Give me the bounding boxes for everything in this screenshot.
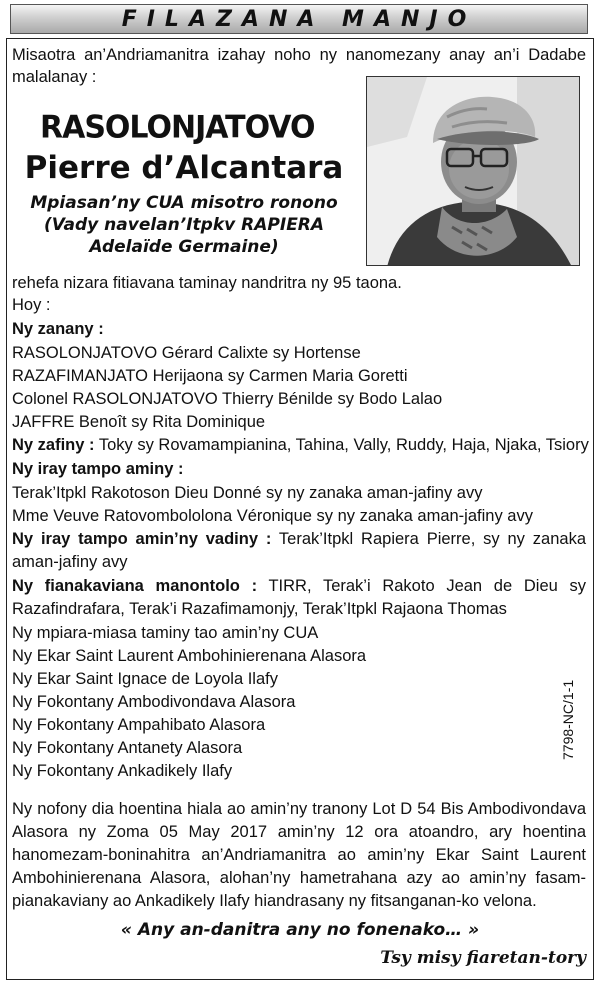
- notice-header: [10, 4, 588, 34]
- zanany-line-2: RAZAFIMANJATO Herijaona sy Carmen Maria Goretti: [12, 367, 408, 385]
- other-line-7: Ny Fokontany Ankadikely Ilafy: [12, 762, 233, 780]
- intro-line-1: Misaotra an’Andriamanitra izahay noho ny nanomezany anay an’i Dadabe: [12, 46, 586, 64]
- portrait-photo: [366, 76, 580, 266]
- notice-title: FILAZANA MANJO: [121, 6, 477, 32]
- subtitle-line-3: Adelaïde Germaine): [89, 237, 279, 257]
- other-line-1: Ny mpiara-miasa taminy tao amin’ny CUA: [12, 624, 319, 642]
- funeral-line-3: hanomezam-boninahitra an’Andriamanitra ao amin’ny Ekar Saint Laurent: [12, 846, 586, 864]
- iray-tampo-line-2: Mme Veuve Ratovombololona Véronique sy ny zanaka aman-jafiny avy: [12, 507, 533, 525]
- iray-tampo-vadiny-line-2: aman-jafiny avy: [12, 553, 128, 571]
- after-photo-line-2: Hoy :: [12, 296, 51, 314]
- iray-tampo-vadiny-text-1: Terak’Itpkl Rapiera Pierre, sy ny zanaka: [271, 530, 586, 548]
- deceased-given-name: Pierre d’Alcantara: [24, 150, 344, 186]
- iray-tampo-label: Ny iray tampo aminy :: [12, 460, 184, 478]
- iray-tampo-vadiny-label: Ny iray tampo amin’ny vadiny :: [12, 530, 272, 548]
- zafiny-line: [12, 434, 589, 457]
- signature: Tsy misy fiaretan-tory: [380, 948, 586, 968]
- subtitle-line-2: (Vady navelan’Itpkv RAPIERA: [43, 215, 325, 235]
- closing-quote: « Any an-danitra any no fonenako… »: [120, 920, 480, 940]
- zafiny-label: Ny zafiny :: [12, 436, 95, 454]
- reference-code: 7798-NC/1-1: [560, 679, 576, 760]
- funeral-line-1: Ny nofony dia hoentina hiala ao amin’ny tranony Lot D 54 Bis Ambodivondava: [12, 800, 586, 818]
- iray-tampo-line-1: Terak’Itpkl Rakotoson Dieu Donné sy ny zanaka aman-jafiny avy: [12, 484, 483, 502]
- iray-tampo-vadiny-line-1: [12, 528, 586, 551]
- other-line-2: Ny Ekar Saint Laurent Ambohinierenana Alasora: [12, 647, 367, 665]
- funeral-line-4: Ambohinierenana Alasora, alohan’ny hametrahana azy ao amin’ny fasam-: [12, 869, 586, 887]
- fianakaviana-line-1: [12, 575, 586, 598]
- subtitle-line-1: Mpiasan’ny CUA misotro ronono: [30, 193, 338, 213]
- deceased-surname: RASOLONJATOVO: [40, 109, 315, 146]
- zanany-line-1: RASOLONJATOVO Gérard Calixte sy Hortense: [12, 344, 361, 362]
- fianakaviana-line-2: Razafindrafara, Terak’i Razafimamonjy, Terak’Itpkl Rajaona Thomas: [12, 600, 507, 618]
- intro-line-2: malalanay :: [12, 68, 97, 86]
- zafiny-text: Toky sy Rovamampianina, Tahina, Vally, Ruddy, Haja, Njaka, Tsiory: [94, 436, 589, 454]
- zanany-line-4: JAFFRE Benoît sy Rita Dominique: [12, 413, 266, 431]
- other-line-3: Ny Ekar Saint Ignace de Loyola Ilafy: [12, 670, 278, 688]
- after-photo-line-1: rehefa nizara fitiavana taminay nandritra ny 95 taona.: [12, 274, 402, 292]
- fianakaviana-label: Ny fianakaviana manontolo :: [12, 577, 258, 595]
- other-line-5: Ny Fokontany Ampahibato Alasora: [12, 716, 266, 734]
- funeral-line-2: Alasora ny Zoma 05 May 2017 amin’ny 12 ora atoandro, ary hoentina: [12, 823, 586, 841]
- other-line-4: Ny Fokontany Ambodivondava Alasora: [12, 693, 296, 711]
- funeral-line-5: pianakaviany ao Ankadikely Ilafy hiandrasany ny fitsanganan-ko velona.: [12, 892, 537, 910]
- portrait-illustration: [367, 77, 580, 266]
- other-line-6: Ny Fokontany Antanety Alasora: [12, 739, 243, 757]
- zanany-line-3: Colonel RASOLONJATOVO Thierry Bénilde sy Bodo Lalao: [12, 390, 443, 408]
- zanany-label: Ny zanany :: [12, 320, 104, 338]
- fianakaviana-text-1: TIRR, Terak’i Rakoto Jean de Dieu sy: [257, 577, 586, 595]
